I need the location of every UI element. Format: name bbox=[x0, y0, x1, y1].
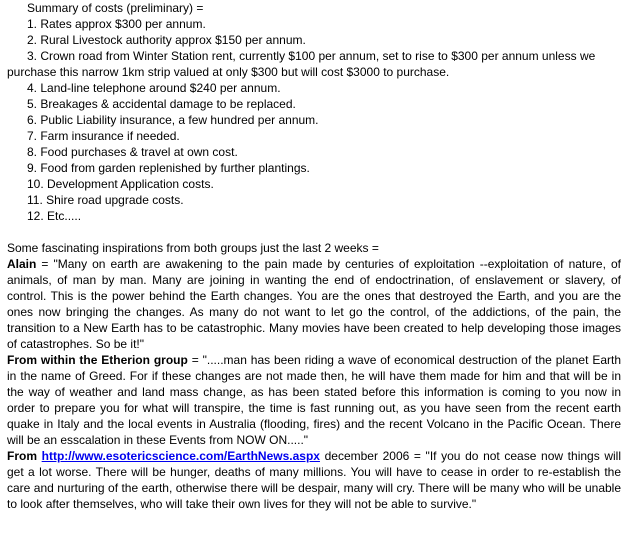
quote-text: = "Many on earth are awakening to the pain made by centuries of exploitation --exploitation of nature, of animals, of man by man. Many are joining in wanting the end of endoctrination, of enslavement or slavery, of control. This is the power behind the Earth changes. You are the ones that destroyed the Earth, and you are the ones now bringing the changes. As many do not want to let go the control, of the addictions, of the pain, the transition to a New Earth has to be catastrophic. Many movies have been created to help developing those images of catastrophes. So be it!" bbox=[7, 257, 621, 351]
summary-item-text: 3. Crown road from Winter Station rent, currently $100 per annum, set to rise to $300 per annum unless we purchase this narrow 1km strip valued at only $300 but will cost $3000 to purchase. bbox=[7, 49, 596, 79]
summary-item bbox=[7, 48, 621, 80]
summary-item: 2. Rural Livestock authority approx $150 per annum. bbox=[27, 33, 306, 47]
summary-item: 5. Breakages & accidental damage to be replaced. bbox=[27, 97, 296, 111]
summary-item: 1. Rates approx $300 per annum. bbox=[27, 17, 206, 31]
quote-text: december 2006 = "If you do not cease now things will get a lot worse. There will be hunger, deaths of many millions. You will have to cease in order to re-establish the care and nurturing of the earth, otherwise there will be despair, many will cry. There will be many who will be unable to look after themselves, who will take their own lives for they will not be able to survive." bbox=[7, 449, 621, 511]
summary-item: 9. Food from garden replenished by further plantings. bbox=[27, 161, 310, 175]
earthnews-link[interactable]: http://www.esotericscience.com/EarthNews.aspx bbox=[41, 449, 320, 463]
summary-item: 12. Etc..... bbox=[27, 209, 82, 223]
quote-etherion bbox=[7, 352, 621, 448]
summary-item: 7. Farm insurance if needed. bbox=[27, 129, 180, 143]
summary-item: 4. Land-line telephone around $240 per annum. bbox=[27, 81, 281, 95]
inspirations-intro: Some fascinating inspirations from both groups just the last 2 weeks = bbox=[7, 241, 379, 255]
quote-earthnews bbox=[7, 448, 621, 512]
quote-alain bbox=[7, 256, 621, 352]
quote-source-label: From bbox=[7, 449, 37, 463]
summary-item: 8. Food purchases & travel at own cost. bbox=[27, 145, 238, 159]
summary-title: Summary of costs (preliminary) = bbox=[27, 1, 204, 15]
document-body bbox=[7, 0, 621, 512]
summary-item: 10. Development Application costs. bbox=[27, 177, 214, 191]
summary-item: 6. Public Liability insurance, a few hundred per annum. bbox=[27, 113, 319, 127]
section-spacer bbox=[7, 224, 621, 240]
summary-item: 11. Shire road upgrade costs. bbox=[27, 193, 184, 207]
quote-source-label: From within the Etherion group bbox=[7, 353, 188, 367]
quote-text: = ".....man has been riding a wave of economical destruction of the planet Earth in the name of Greed. For if these changes are not made then, he will have them made for him and that will be in the way of weather and land mass change, as has been stated before this information is coming to you now in order to prepare you for what will transpire, the time is fast running out, as you have seen from the recent earth quake in Italy and the local events in Australia (flooding, fires) and the recent Volcano in the Pacific Ocean. There will be an esscalation in these Events from NOW ON....." bbox=[7, 353, 621, 447]
quote-source-label: Alain bbox=[7, 257, 37, 271]
